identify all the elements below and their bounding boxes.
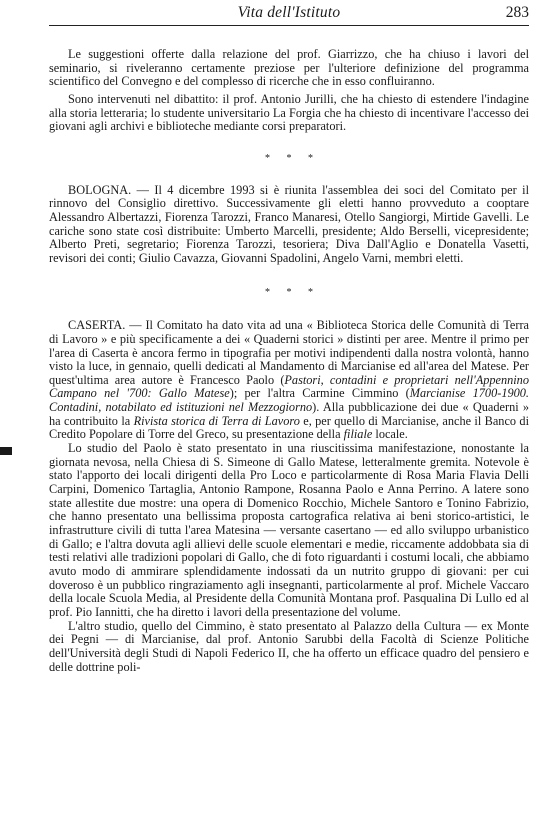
journal-title: Rivista storica di Terra di Lavoro [133, 413, 300, 428]
section-separator: * * * [265, 152, 320, 164]
paragraph-bologna: BOLOGNA. — Il 4 dicembre 1993 si è riunita l'assemblea dei soci del Comitato per il rinnovo del Consiglio direttivo. Successivamente gli eletti hanno provveduto a cooptare Alessandro Albertazzi, Fiorenza Tarozzi, Franco Manaresi, Otello Sangiorgi, Mirtide Gavelli. Le cariche sono state così distribuite: Umberto Marcelli, presidente; Aldo Berselli, vicepresidente; Alberto Preti, segretario; Fiorenza Tarozzi, tesoriera; Diva Dall'Aglio e Donatella Vasetti, revisori dei conti; Giulio Cavazza, Giovanni Spadolini, Angelo Varni, membri eletti. [49, 182, 529, 265]
page-number: 283 [505, 4, 529, 21]
book-title-paolo: Pastori, contadini e proprietari nell'Appennino Campano nel '700: Gallo Matese [49, 372, 529, 401]
body-text [49, 48, 529, 674]
margin-ink-mark [0, 447, 12, 455]
paragraph-cimmino-presentation: L'altro studio, quello del Cimmino, è stato presentato al Palazzo della Cultura — ex Monte dei Pegni — di Marcianise, dal prof. Antonio Sarubbi della Facoltà di Scienze Politiche dell'Università degli Studi di Napoli Federico II, che ha offerto un efficace quadro del pensiero e delle dottrine poli- [49, 618, 529, 674]
paragraph-caserta: CASERTA. — Il Comitato ha dato vita ad una « Biblioteca Storica delle Comunità di Terra di Lavoro » e più specificamente a dei « Quaderni storici » distinti per aree. Mentre il primo per l'area di Caserta è ancora fermo in tipografia per motivi indipendenti dalla nostra volontà, hanno visto la luce, in gennaio, quelli dedicati al Mandamento di Marcianise ed all'area del Matese. Per quest'ultima area autore è Francesco Paolo (Pastori, contadini e proprietari nell'Appennino Campano nel '700: Gallo Matese); per l'altra Carmine Cimmino (Marcianise 1700-1900. Contadini, notabilato ed istituzioni nel Mezzogiorno). Alla pubblicazione dei due « Quaderni » ha contribuito la Rivista storica di Terra di Lavoro e, per quello di Marcianise, anche il Banco di Credito Popolare di Torre del Greco, su presentazione della filiale locale. [49, 318, 530, 442]
paragraph-debate: Sono intervenuti nel dibattito: il prof. Antonio Jurilli, che ha chiesto di estendere l'indagine alla storia letteraria; lo studente universitario La Forgia che ha chiesto di incentivare l'accesso dei giovani agli archivi e biblioteche mediante corsi preparatori. [49, 91, 529, 134]
running-title: Vita dell'Istituto [237, 4, 341, 21]
running-header [49, 3, 529, 26]
section-separator: * * * [265, 286, 320, 298]
paragraph-paolo-presentation: Lo studio del Paolo è stato presentato in una riuscitissima manifestazione, nonostante la giornata nevosa, nella Chiesa di S. Simeone di Gallo Matese, letteralmente gremita. Notevole è stato l'apporto dei locali dirigenti della Pro Loco e particolarmente di Rosa Maria Flavia Delli Carpini, Domenico Tartaglia, Antonio Rampone, Rosanna Paolo e Anna Perrino. A latere sono state allestite due mostre: una opera di Domenico Rocchio, Michele Santoro e Tonino Fabrizio, che hanno presentato una bellissima proposta cartografica relativa ai beni storico-artistici, le infrastrutture civili di tutta l'area Matesina — versante casertano — ed allo sviluppo urbanistico di Gallo; e l'altra dovuta agli allievi delle scuole elementari e medie, riccamente addobbata sia di testi relativi alle tradizioni popolari di Gallo, che di foto riguardanti i costumi locali, che abbiamo avuto modo di ammirare splendidamente indossati da un nutrito gruppo di giovani: per cui doveroso è un pubblico ringraziamento agli insegnanti, particolarmente al prof. Michele Vaccaro della locale Scuola Media, al Presidente della Comunità Montana prof. Pasqualina Di Lullo ed al prof. Pio Iannitti, che ha diretto i lavori della presentazione del volume. [49, 441, 529, 619]
book-title-cimmino: Marcianise 1700-1900. Contadini, notabilato ed istituzioni nel Mezzogiorno [49, 386, 529, 415]
paragraph-seminar-conclusion: Le suggestioni offerte dalla relazione del prof. Giarrizzo, che ha chiuso i lavori del seminario, si riveleranno certamente preziose per l'ulteriore definizione del programma scientifico del Convegno e del complesso di ricerche che in esso confluiranno. [49, 47, 529, 89]
